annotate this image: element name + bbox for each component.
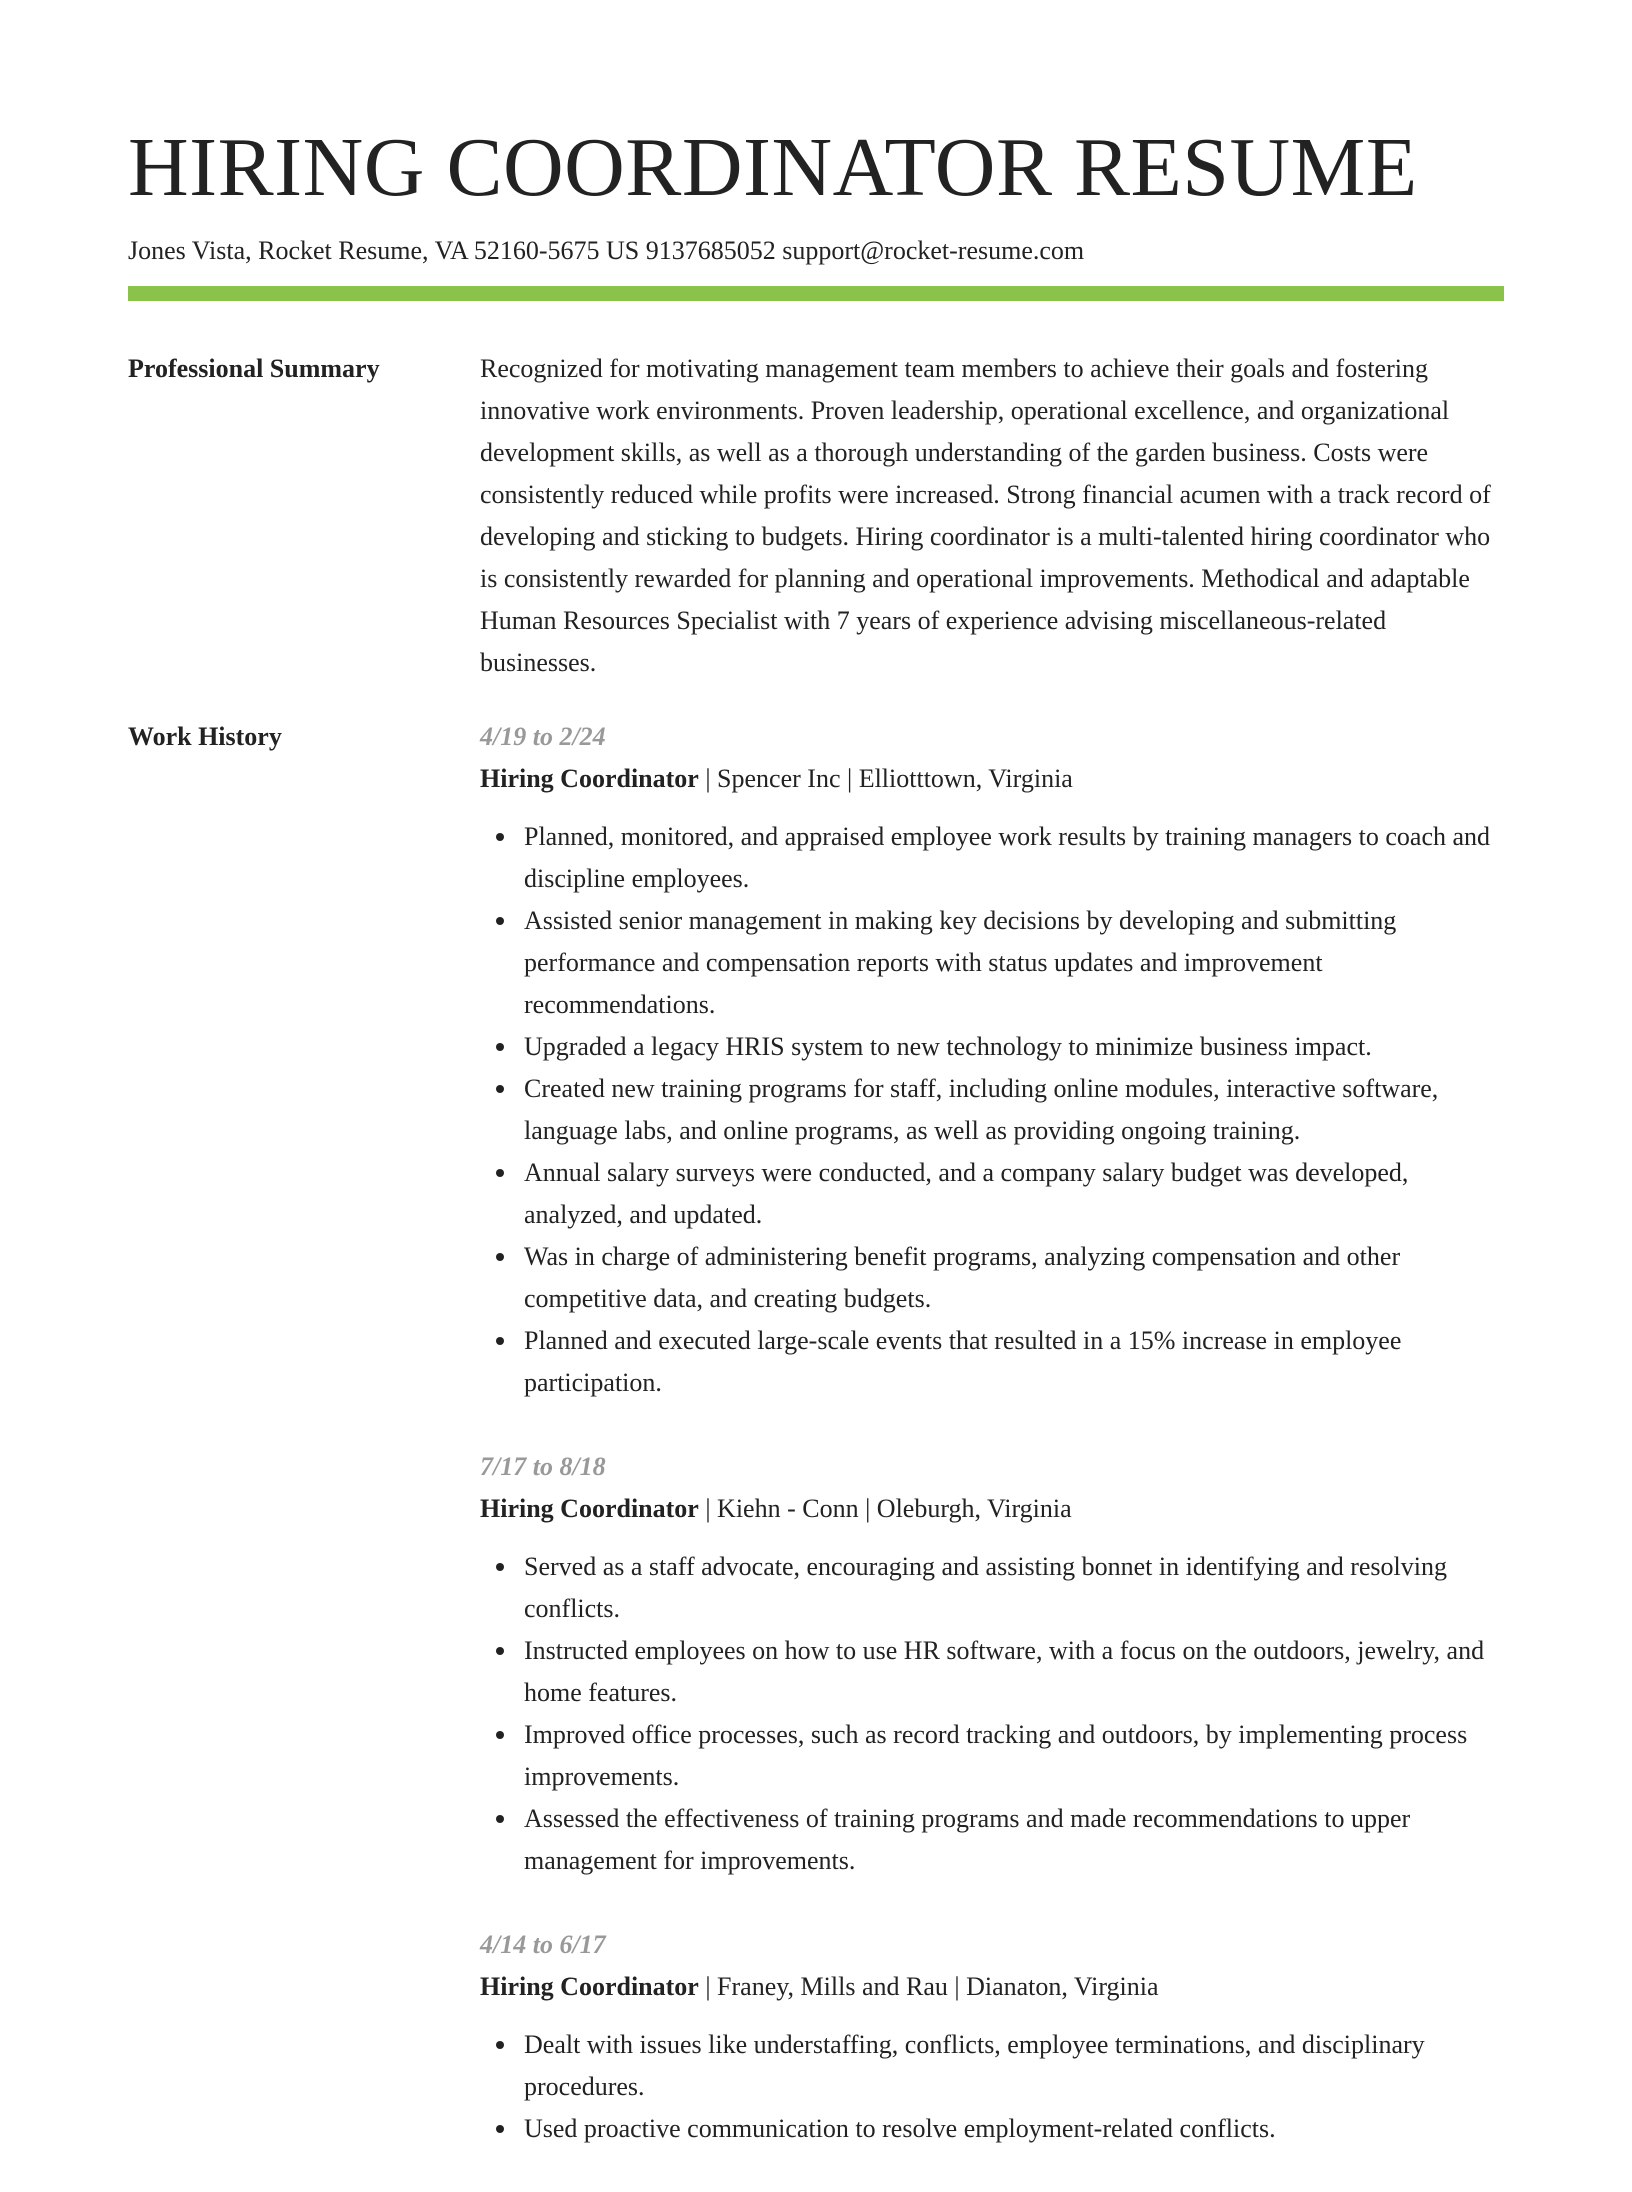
bullet-item: Served as a staff advocate, encouraging and assisting bonnet in identifying and resolving conflicts. <box>524 1546 1504 1630</box>
job-heading <box>480 1488 1504 1530</box>
bullet-item: Assisted senior management in making key decisions by developing and submitting performance and compensation reports with status updates and improvement recommendations. <box>524 900 1504 1026</box>
bullet-item: Dealt with issues like understaffing, conflicts, employee terminations, and disciplinary procedures. <box>524 2024 1504 2108</box>
job-entry <box>480 1924 1504 2150</box>
resume-header <box>128 118 1504 268</box>
job-bullets <box>480 2024 1504 2150</box>
work-history-heading: Work History <box>128 722 282 751</box>
contact-line: Jones Vista, Rocket Resume, VA 52160-5675 US 9137685052 support@rocket-resume.com <box>128 236 1085 265</box>
accent-divider <box>128 286 1504 301</box>
bullet-item: Created new training programs for staff, including online modules, interactive software, language labs, and online programs, as well as providing ongoing training. <box>524 1068 1504 1152</box>
summary-text: Recognized for motivating management team members to achieve their goals and fostering innovative work environments. Proven leadership, operational excellence, and organizational development skills, as well as a thorough understanding of the garden business. Costs were consistently reduced while profits were increased. Strong financial acumen with a track record of developing and sticking to budgets. Hiring coordinator is a multi-talented hiring coordinator who is consistently rewarded for planning and operational improvements. Methodical and adaptable Human Resources Specialist with 7 years of experience advising miscellaneous-related businesses. <box>480 354 1491 677</box>
job-bullets <box>480 1546 1504 1882</box>
job-date: 4/14 to 6/17 <box>480 1930 606 1959</box>
bullet-item: Instructed employees on how to use HR software, with a focus on the outdoors, jewelry, and home features. <box>524 1630 1504 1714</box>
job-date: 7/17 to 8/18 <box>480 1452 606 1481</box>
job-entry <box>480 1446 1504 1882</box>
bullet-item: Used proactive communication to resolve employment-related conflicts. <box>524 2108 1504 2150</box>
bullet-item: Planned, monitored, and appraised employee work results by training managers to coach and discipline employees. <box>524 816 1504 900</box>
summary-heading: Professional Summary <box>128 354 380 383</box>
bullet-item: Was in charge of administering benefit programs, analyzing compensation and other competitive data, and creating budgets. <box>524 1236 1504 1320</box>
job-title: Hiring Coordinator <box>480 764 699 793</box>
job-date: 4/19 to 2/24 <box>480 722 606 751</box>
page-title: HIRING COORDINATOR RESUME <box>128 121 1418 214</box>
job-details: | Franey, Mills and Rau | Dianaton, Virginia <box>698 1972 1159 2001</box>
job-heading <box>480 1966 1504 2008</box>
summary-body <box>480 348 1504 684</box>
bullet-item: Improved office processes, such as record tracking and outdoors, by implementing process improvements. <box>524 1714 1504 1798</box>
job-entry <box>480 716 1504 1404</box>
job-bullets <box>480 816 1504 1404</box>
job-details: | Kiehn - Conn | Oleburgh, Virginia <box>698 1494 1072 1523</box>
job-title: Hiring Coordinator <box>480 1972 699 2001</box>
bullet-item: Assessed the effectiveness of training programs and made recommendations to upper management for improvements. <box>524 1798 1504 1882</box>
work-history-body <box>480 716 1504 2192</box>
bullet-item: Annual salary surveys were conducted, and a company salary budget was developed, analyzed, and updated. <box>524 1152 1504 1236</box>
job-heading <box>480 758 1504 800</box>
bullet-item: Upgraded a legacy HRIS system to new technology to minimize business impact. <box>524 1026 1504 1068</box>
bullet-item: Planned and executed large-scale events that resulted in a 15% increase in employee participation. <box>524 1320 1504 1404</box>
job-details: | Spencer Inc | Elliotttown, Virginia <box>698 764 1073 793</box>
job-title: Hiring Coordinator <box>480 1494 699 1523</box>
